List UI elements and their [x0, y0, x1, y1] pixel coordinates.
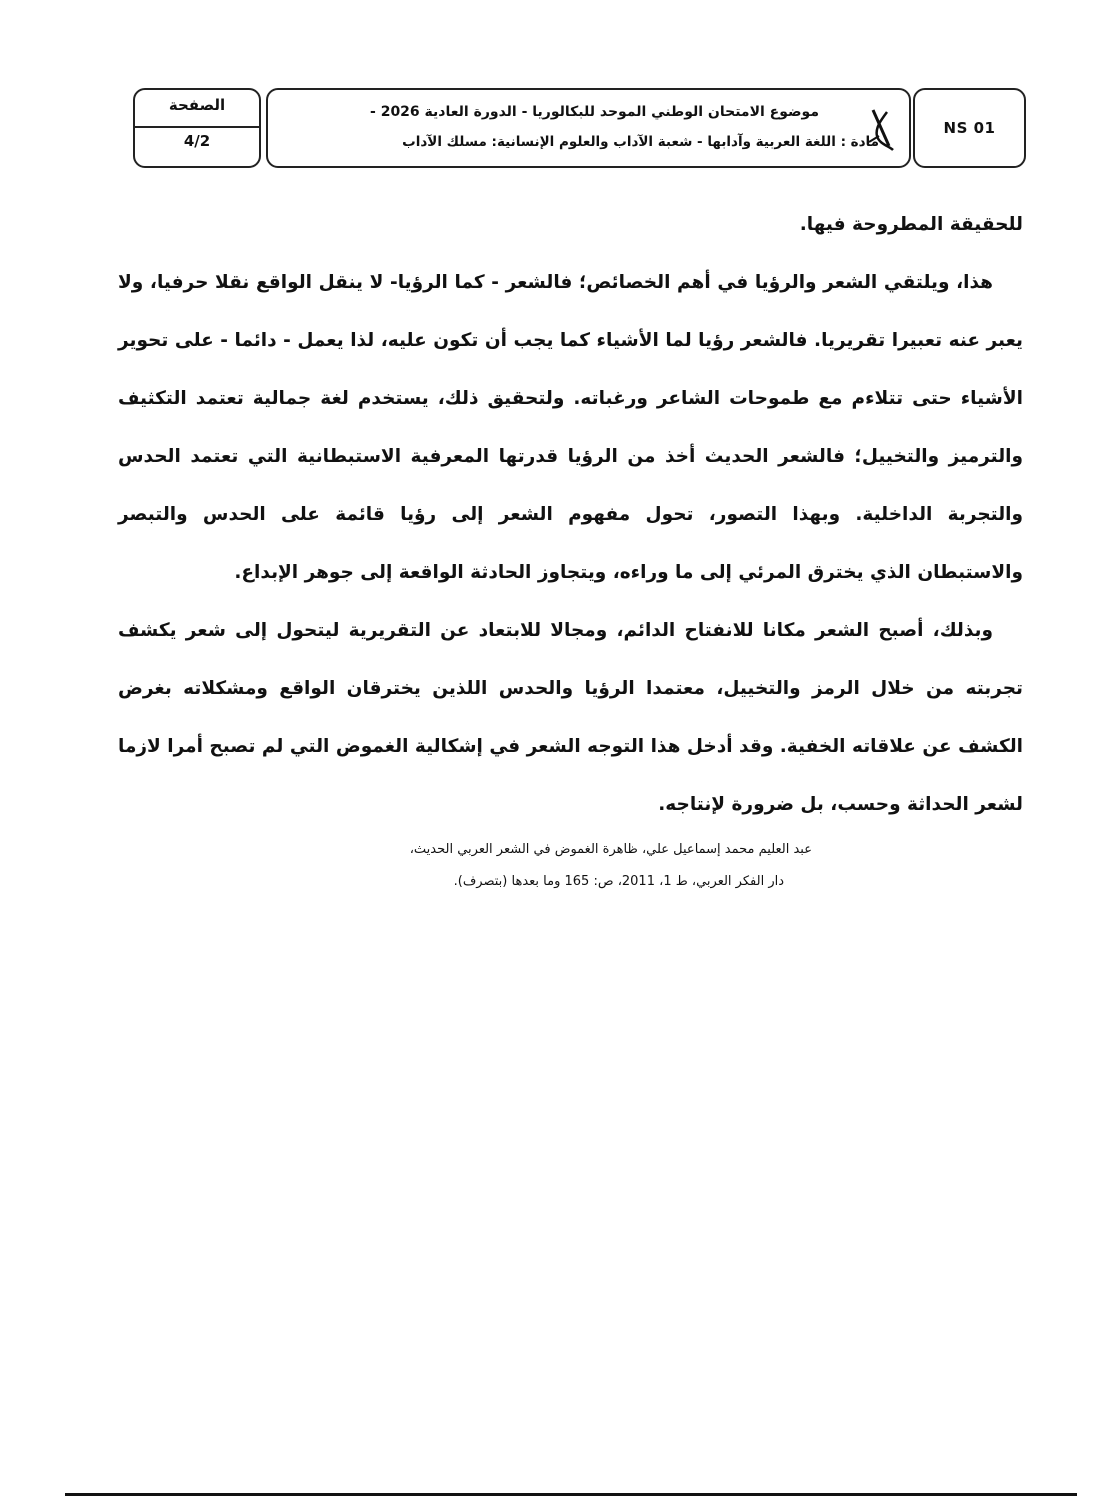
- bottom-divider: [65, 1493, 1077, 1496]
- exam-header: [133, 88, 1026, 170]
- exam-title: موضوع الامتحان الوطني الموحد للبكالوريا - الدورة العادية 2026 -: [370, 104, 819, 120]
- source-citation: [200, 834, 812, 898]
- citation-author-title: عبد العليم محمد إسماعيل علي، ظاهرة الغموض في الشعر العربي الحديث،: [409, 842, 812, 857]
- exam-title-box: [266, 88, 911, 168]
- paragraph: هذا، ويلتقي الشعر والرؤيا في أهم الخصائص؛ فالشعر - كما الرؤيا- لا ينقل الواقع نقلا حرفيا، ولا يعبر عنه تعبيرا تقريريا. فالشعر رؤيا لما الأشياء كما يجب أن تكون عليه، لذا يعمل - دائما - على تحوير الأشياء حتى تتلاءم مع طموحات الشاعر ورغباته. ولتحقيق ذلك، يستخدم لغة جمالية تعتمد التكثيف والترميز والتخييل؛ فالشعر الحديث أخذ من الرؤيا قدرتها المعرفية الاستبطانية التي تعتمد الحدس والتجربة الداخلية. وبهذا التصور، تحول مفهوم الشعر إلى رؤيا قائمة على الحدس والتبصر والاستبطان الذي يخترق المرئي إلى ما وراءه، ويتجاوز الحادثة الواقعة إلى جوهر الإبداع.: [118, 272, 1023, 583]
- paragraph: للحقيقة المطروحة فيها.: [799, 214, 1023, 235]
- page-number: 4/2: [183, 132, 211, 150]
- exam-subject: مادة : اللغة العربية وآدابها - شعبة الآداب والعلوم الإنسانية: مسلك الآداب: [402, 134, 879, 150]
- paragraph: وبذلك، أصبح الشعر مكانا للانفتاح الدائم، ومجالا للابتعاد عن التقريرية ليتحول إلى شعر يكشف تجربته من خلال الرمز والتخييل، معتمدا الرؤيا والحدس اللذين يخترقان الواقع ومشكلاته بغرض الكشف عن علاقاته الخفية. وقد أدخل هذا التوجه الشعر في إشكالية الغموض التي لم تصبح أمرا لازما لشعر الحداثة وحسب، بل ضرورة لإنتاجه.: [118, 620, 1023, 815]
- page-box-divider: [135, 126, 259, 128]
- exam-code-box: [913, 88, 1026, 168]
- exam-text: [118, 196, 1023, 834]
- page-label: الصفحة: [168, 96, 226, 114]
- citation-publisher: دار الفكر العربي، ط 1، 2011، ص: 165 وما بعدها (بتصرف).: [453, 874, 784, 889]
- exam-code: NS 01: [943, 119, 996, 137]
- page-box: [133, 88, 261, 168]
- ministry-logo-icon: [865, 106, 899, 154]
